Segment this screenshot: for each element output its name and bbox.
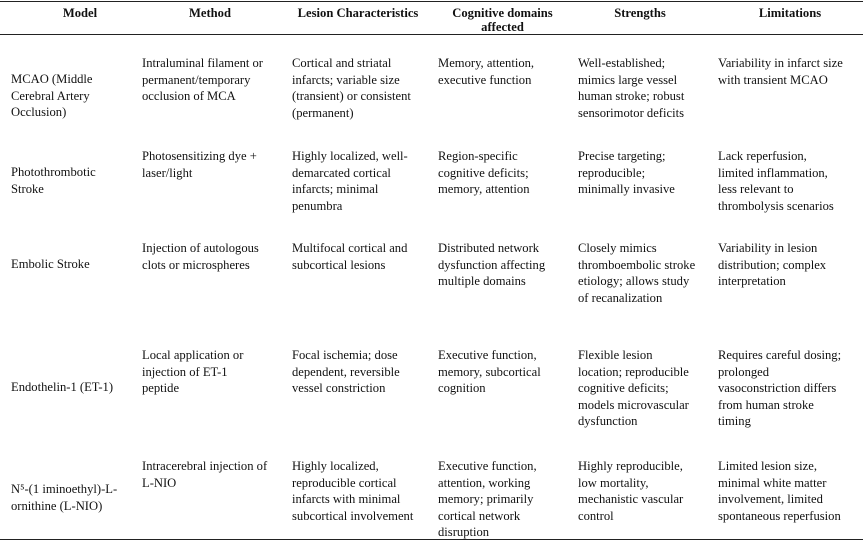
row-3-limitations: Variability in lesion distribution; complex interpretation (718, 241, 827, 288)
row-5-limitations: Limited lesion size, minimal white matter involvement, limited spontaneous reperfusion (718, 459, 841, 523)
header-strengths: Strengths (614, 6, 666, 20)
row-2-strengths: Precise targeting; reproducible; minimally invasive (578, 149, 675, 196)
row-4-limitations: Requires careful dosing; prolonged vasoconstriction differs from human stroke timing (718, 348, 842, 428)
row-4-strengths: Flexible lesion location; reproducible cognitive deficits; models microvascular dysfunction (578, 348, 689, 428)
row-4-method: Local application or injection of ET-1 peptide (142, 348, 244, 395)
table-header-rule (0, 34, 863, 35)
row-5-lesion: Highly localized, reproducible cortical infarcts with minimal subcortical involvement (292, 459, 414, 523)
row-5-cognitive: Executive function, attention, working memory; primarily cortical network disruption (438, 459, 537, 539)
row-3-lesion: Multifocal cortical and subcortical lesions (292, 241, 408, 272)
row-1-cognitive: Memory, attention, executive function (438, 56, 535, 87)
row-4-cognitive: Executive function, memory, subcortical cognition (438, 348, 541, 395)
header-cognitive-domains: Cognitive domains affected (452, 6, 553, 34)
row-2-limitations: Lack reperfusion, limited inflammation, less relevant to thrombolysis scenarios (718, 149, 834, 213)
row-1-method: Intraluminal filament or permanent/temporary occlusion of MCA (142, 56, 263, 103)
row-1-model: MCAO (Middle Cerebral Artery Occlusion) (11, 72, 93, 119)
row-5-method: Intracerebral injection of L-NIO (142, 459, 268, 490)
table-top-rule (0, 1, 863, 2)
row-3-method: Injection of autologous clots or microspheres (142, 241, 259, 272)
row-1-strengths: Well-established; mimics large vessel human stroke; robust sensorimotor deficits (578, 56, 685, 120)
row-2-model: Photothrombotic Stroke (11, 165, 96, 196)
header-limitations: Limitations (758, 6, 822, 20)
row-3-strengths: Closely mimics thromboembolic stroke etiology; allows study of recanalization (578, 241, 696, 305)
row-4-lesion: Focal ischemia; dose dependent, reversible vessel constriction (292, 348, 400, 395)
row-2-method: Photosensitizing dye + laser/light (142, 149, 257, 180)
row-5-model: N⁵-(1 iminoethyl)-L- ornithine (L-NIO) (11, 482, 118, 513)
row-2-lesion: Highly localized, well- demarcated cortical infarcts; minimal penumbra (292, 149, 408, 213)
table-bottom-rule (0, 539, 863, 540)
row-3-model: Embolic Stroke (11, 257, 90, 271)
header-model: Model (62, 6, 98, 20)
header-method: Method (189, 6, 231, 20)
row-4-model: Endothelin-1 (ET-1) (11, 380, 114, 394)
row-3-cognitive: Distributed network dysfunction affecting multiple domains (438, 241, 546, 288)
row-1-lesion: Cortical and striatal infarcts; variable size (transient) or consistent (permanent) (292, 56, 411, 120)
row-5-strengths: Highly reproducible, low mortality, mechanistic vascular control (578, 459, 684, 523)
row-1-limitations: Variability in infarct size with transient MCAO (718, 56, 843, 87)
header-lesion-characteristics: Lesion Characteristics (297, 6, 419, 20)
row-2-cognitive: Region-specific cognitive deficits; memory, attention (438, 149, 530, 196)
